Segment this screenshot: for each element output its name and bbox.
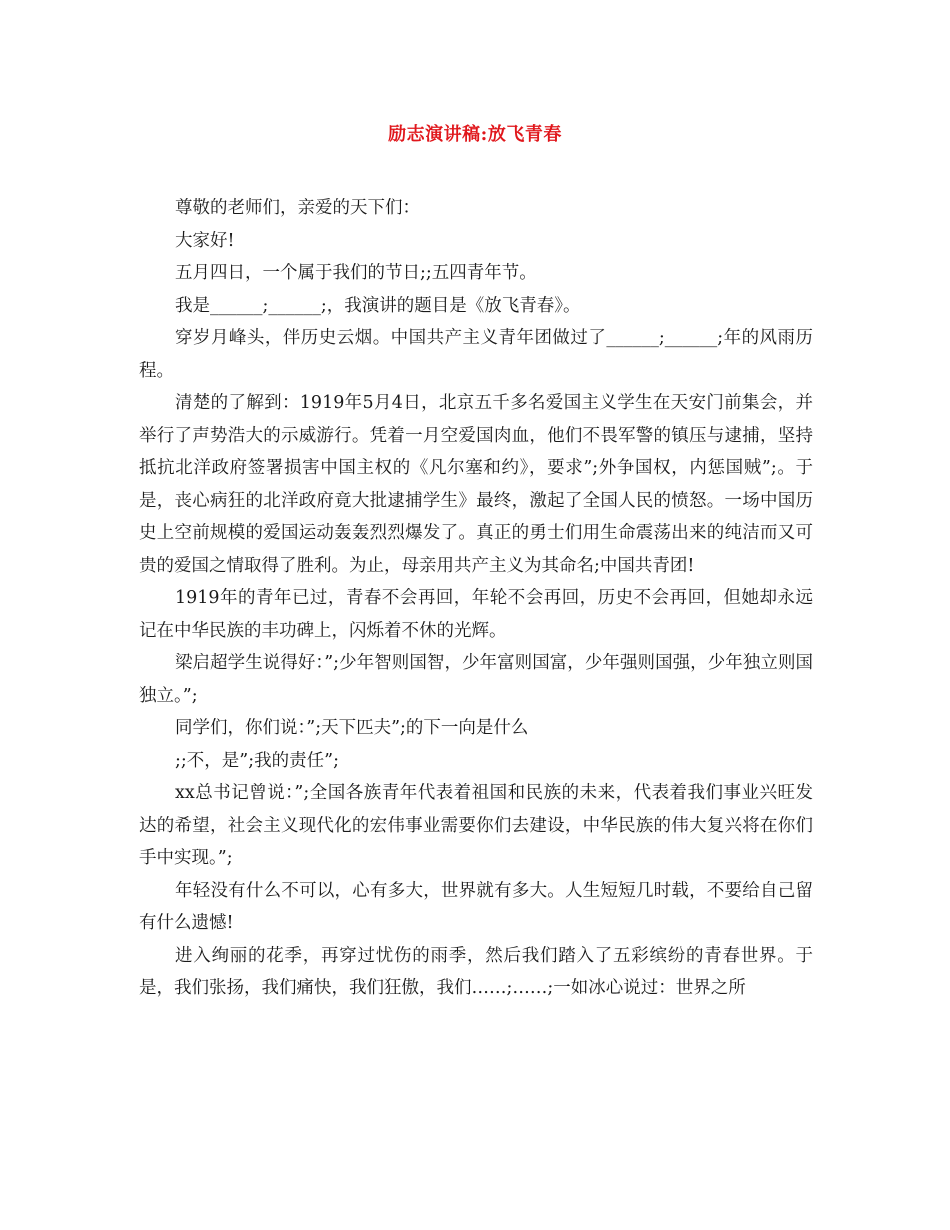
paragraph-question: 同学们，你们说：”;天下匹夫”;的下一向是什么 bbox=[175, 718, 529, 738]
document-body bbox=[139, 192, 813, 1005]
paragraph-youth-world: 进入绚丽的花季，再穿过忧伤的雨季，然后我们踏入了五彩缤纷的青春世界。于是，我们张扬，我们痛快，我们狂傲，我们……;……;一如冰心说过：世界之所 bbox=[139, 945, 813, 998]
paragraph-may-fourth: 五月四日，一个属于我们的节日;;五四青年节。 bbox=[175, 263, 537, 283]
paragraph-liang-qichao-quote: 梁启超学生说得好：”;少年智则国智，少年富则国富，少年强则国强，少年独立则国独立。”; bbox=[139, 653, 813, 706]
paragraph-greeting: 大家好! bbox=[175, 230, 235, 251]
paragraph-no-regrets: 年轻没有什么不可以，心有多大，世界就有多大。人生短短几时载，不要给自己留有什么遗憾! bbox=[139, 880, 813, 933]
paragraph-answer: ;;不，是”;我的责任”; bbox=[175, 750, 339, 771]
paragraph-history: 穿岁月峰头，伴历史云烟。中国共产主义青年团做过了______;______;年的风雨历程。 bbox=[139, 328, 813, 381]
paragraph-salutation: 尊敬的老师们，亲爱的天下们： bbox=[175, 198, 420, 218]
paragraph-secretary-quote: xx总书记曾说：”;全国各族青年代表着祖国和民族的未来，代表着我们事业兴旺发达的希望，社会主义现代化的宏伟事业需要你们去建设，中华民族的伟大复兴将在你们手中实现。”; bbox=[139, 783, 813, 868]
paragraph-speaker-intro: 我是______;______;，我演讲的题目是《放飞青春》。 bbox=[175, 295, 581, 316]
document-title: 励志演讲稿:放飞青春 bbox=[388, 124, 562, 145]
paragraph-1919-movement: 清楚的了解到：1919年5月4日，北京五千多名爱国主义学生在天安门前集会，并举行了声势浩大的示威游行。凭着一月空爱国肉血，他们不畏军警的镇压与逮捕，坚持抵抗北洋政府签署损害中国主权的《凡尔塞和约》，要求”;外争国权，内惩国贼”;。于是，丧心病狂的北洋政府竟大批逮捕学生》最终，激起了全国人民的愤怒。一场中国历史上空前规模的爱国运动轰轰烈烈爆发了。真正的勇士们用生命震荡出来的纯洁而又可贵的爱国之情取得了胜利。为止，母亲用共产主义为其命名;中国共青团! bbox=[139, 393, 813, 576]
paragraph-youth-passed: 1919年的青年已过，青春不会再回，年轮不会再回，历史不会再回，但她却永远记在中华民族的丰功碑上，闪烁着不休的光辉。 bbox=[139, 588, 813, 641]
